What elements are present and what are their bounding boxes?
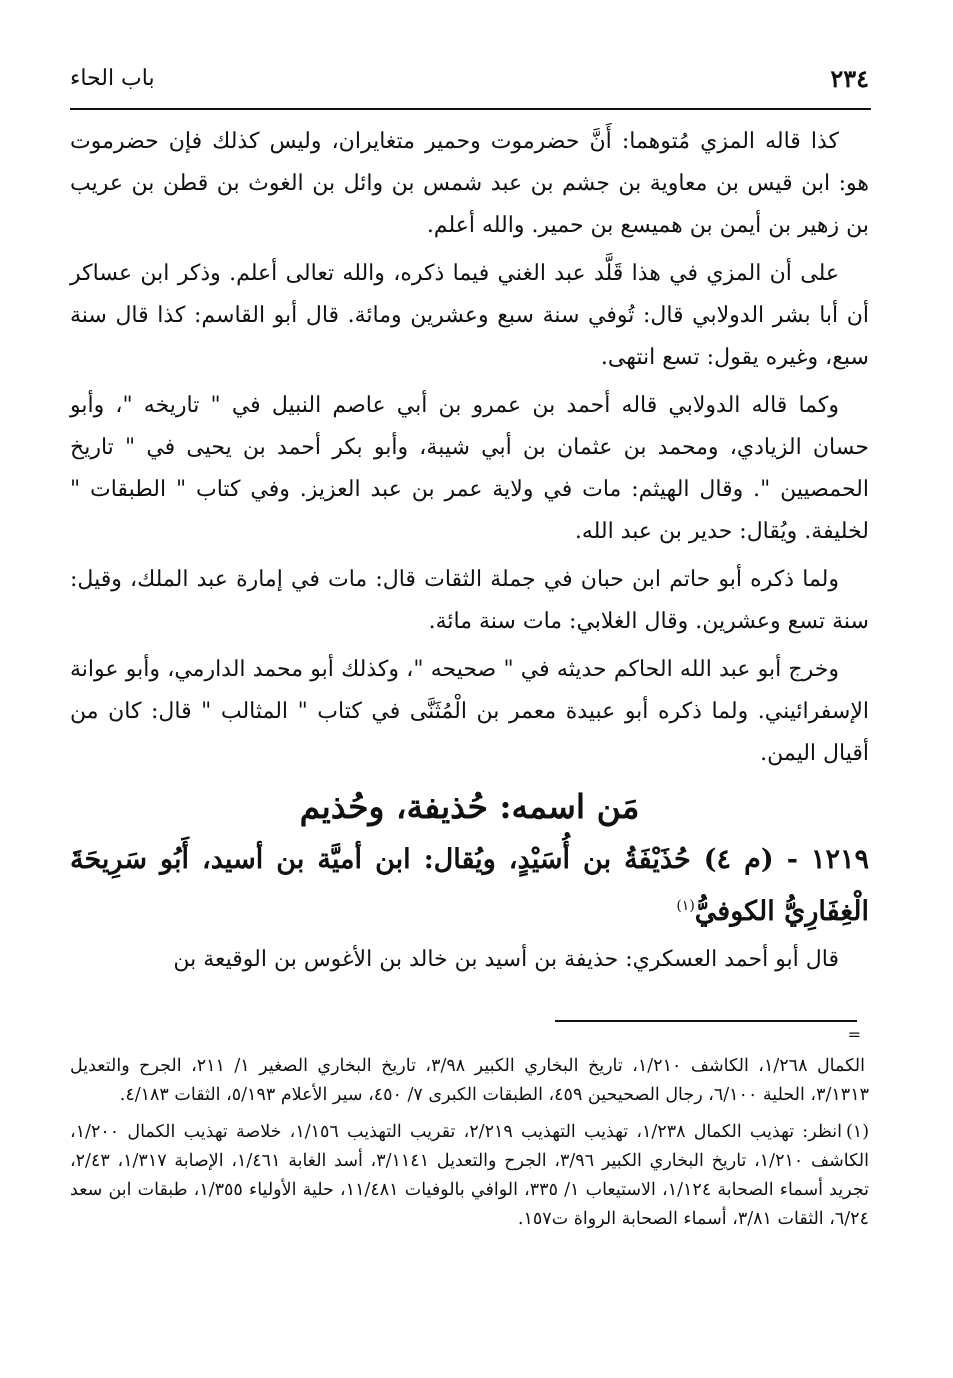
footnote-divider <box>555 1020 857 1022</box>
footnote-item <box>70 1052 869 1110</box>
footnote-text: الكمال ١/٢٦٨، الكاشف ١/٢١٠، تاريخ البخاري الكبير ٣/٩٨، تاريخ البخاري الصغير ١/ ٢١١، الجرح والتعديل ٣/١٣١٣، الحلية ٦/١٠٠، رجال الصحيحين ٤٥٩، الطبقات الكبرى ٧/ ٤٥٠، سير الأعلام ٥/١٩٣، الثقات ٤/١٨٣. <box>70 1056 869 1105</box>
footnotes <box>70 1052 869 1242</box>
footnote-number: (١) <box>845 1122 870 1142</box>
paragraph: ولما ذكره أبو حاتم ابن حبان في جملة الثقات قال: مات في إمارة عبد الملك، وقيل: سنة تسع وعشرين. وقال الغلابي: مات سنة مائة. <box>70 567 869 634</box>
footnote-item <box>70 1118 869 1234</box>
entry-heading <box>70 837 869 935</box>
paragraph: كذا قاله المزي مُتوهما: أَنَّ حضرموت وحمير متغايران، وليس كذلك فإن حضرموت هو: ابن قيس بن معاوية بن جشم بن عبد شمس بن وائل بن الغوث بن قطن بن عريب بن زهير بن أيمن بن هميسع بن حمير. والله أعلم. <box>70 129 869 238</box>
page-number: ٢٣٤ <box>830 64 869 93</box>
section-heading: مَن اسمه: حُذيفة، وحُذيم <box>299 787 640 826</box>
entry-number: ١٢١٩ <box>810 844 869 875</box>
paragraph: وكما قاله الدولابي قاله أحمد بن عمرو بن أبي عاصم النبيل في " تاريخه "، وأبو حسان الزيادي، ومحمد بن عثمان بن أبي شيبة، وأبو بكر أحمد بن يحيى في " تاريخ الحمصيين ". وقال الهيثم: مات في ولاية عمر بن عبد العزيز. وفي كتاب " الطبقات " لخليفة. ويُقال: حدير بن عبد الله. <box>70 393 869 544</box>
header-divider <box>70 108 871 110</box>
entry-title: - (م ٤) حُذَيْفَةُ بن أُسَيْدٍ، ويُقال: ابن أميَّة بن أسيد، أَبُو سَرِيحَةَ الْغِفَارِيُّ الكوفيُّ <box>70 844 869 927</box>
paragraph: على أن المزي في هذا قَلَّد عبد الغني فيما ذكره، والله تعالى أعلم. وذكر ابن عساكر أن أبا بشر الدولابي قال: تُوفي سنة سبع وعشرين ومائة. قال أبو القاسم: كذا قال سنة سبع، وغيره يقول: تسع انتهى. <box>70 261 869 370</box>
paragraph: قال أبو أحمد العسكري: حذيفة بن أسيد بن خالد بن الأغوس بن الوقيعة بن <box>173 947 839 972</box>
running-title: باب الحاء <box>70 66 155 91</box>
footnote-continuation-mark: = <box>847 1025 861 1044</box>
footnote-reference: (١) <box>676 898 695 914</box>
footnote-text: انظر: تهذيب الكمال ١/٢٣٨، تهذيب التهذيب ٢/٢١٩، تقريب التهذيب ١/١٥٦، خلاصة تهذيب الكمال ١/٢٠٠، الكاشف ١/٢١٠، تاريخ البخاري الكبير ٣/٩٦، الجرح والتعديل ٣/١١٤١، أسد الغابة ١/٤٦١، الإصابة ١/٣١٧، ٢/٤٣، تجريد أسماء الصحابة ١/١٢٤، الاستيعاب ١/ ٣٣٥، الوافي بالوفيات ١١/٤٨١، حلية الأولياء ١/٣٥٥، طبقات ابن سعد ٦/٢٤، الثقات ٣/٨١، أسماء الصحابة الرواة ت١٥٧. <box>70 1122 870 1229</box>
main-text <box>70 121 869 987</box>
page-header <box>70 64 869 100</box>
paragraph: وخرج أبو عبد الله الحاكم حديثه في " صحيحه "، وكذلك أبو محمد الدارمي، وأبو عوانة الإسفرائيني. ولما ذكره أبو عبيدة معمر بن الْمُثَنَّى في كتاب " المثالب " قال: كان من أقيال اليمن. <box>70 657 869 766</box>
